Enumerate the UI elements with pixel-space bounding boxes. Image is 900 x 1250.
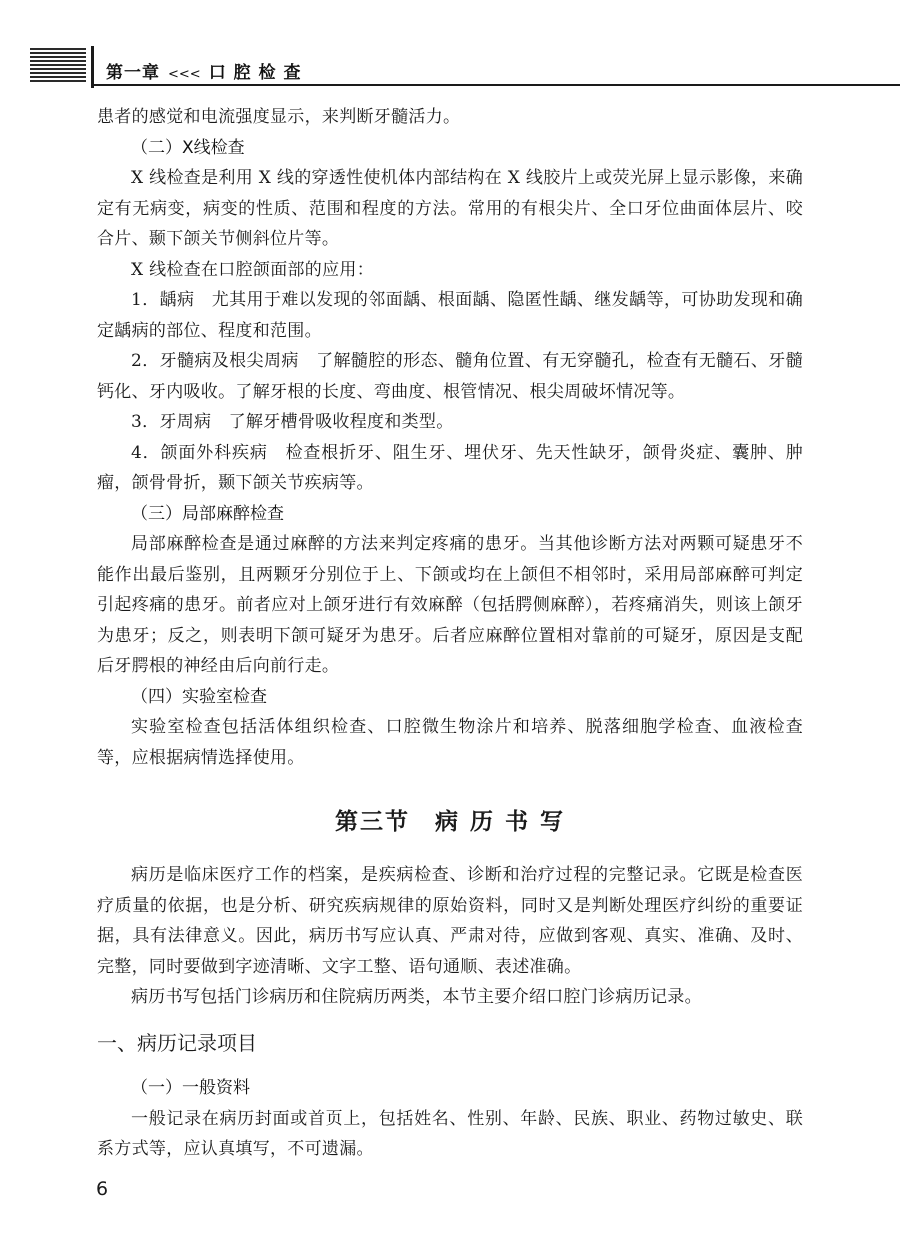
paragraph-laboratory: 实验室检查包括活体组织检查、口腔微生物涂片和培养、脱落细胞学检查、血液检查等，应根据病情选择使用。 [97, 717, 803, 768]
paragraph-xray-applications: X 线检查在口腔颌面部的应用： [131, 259, 375, 280]
page-number: 6 [96, 1178, 109, 1200]
chapter-name: 口 腔 检 查 [208, 63, 302, 83]
heading-general-info: （一）一般资料 [131, 1078, 250, 1098]
paragraph-xray-definition: X 线检查是利用 X 线的穿透性使机体内部结构在 X 线胶片上或荧光屏上显示影像，来确定有无病变，病变的性质、范围和程度的方法。常用的有根尖片、全口牙位曲面体层片、咬合片、颞下颌关节侧斜位片等。 [97, 168, 803, 249]
list-item-periodontal: 3．牙周病 了解牙槽骨吸收程度和类型。 [131, 412, 454, 432]
running-header [0, 0, 900, 100]
paragraph-medical-record-types: 病历书写包括门诊病历和住院病历两类，本节主要介绍口腔门诊病历记录。 [131, 987, 702, 1007]
heading-xray: （二）X线检查 [131, 137, 245, 158]
header-rule [92, 84, 900, 86]
section-examination-content [97, 102, 803, 773]
list-item-pulp-periapical: 2．牙髓病及根尖周病 了解髓腔的形态、髓角位置、有无穿髓孔，检查有无髓石、牙髓钙化、牙内吸收。了解牙根的长度、弯曲度、根管情况、根尖周破坏情况等。 [97, 351, 803, 402]
list-item-maxillofacial: 4．颌面外科疾病 检查根折牙、阻生牙、埋伏牙、先天性缺牙，颌骨炎症、囊肿、肿瘤，颌骨骨折，颞下颌关节疾病等。 [97, 442, 803, 493]
header-stripes-decoration [30, 48, 86, 86]
header-divider-bar [91, 46, 94, 88]
paragraph-medical-record-intro: 病历是临床医疗工作的档案，是疾病检查、诊断和治疗过程的完整记录。它既是检查医疗质量的依据，也是分析、研究疾病规律的原始资料，同时又是判断处理医疗纠纷的重要证据，具有法律意义。因此，病历书写应认真、严肃对待，应做到客观、真实、准确、及时、完整，同时要做到字迹清晰、文字工整、语句通顺、表述准确。 [97, 865, 803, 977]
section-medical-record-content [97, 860, 803, 1013]
header-chapter-title [106, 58, 301, 83]
paragraph-pulp-vitality: 患者的感觉和电流强度显示，来判断牙髓活力。 [97, 107, 461, 127]
chapter-label: 第一章 [106, 63, 160, 83]
paragraph-local-anesthesia: 局部麻醉检查是通过麻醉的方法来判定疼痛的患牙。当其他诊断方法对两颗可疑患牙不能作出最后鉴别，且两颗牙分别位于上、下颌或均在上颌但不相邻时，采用局部麻醉可判定引起疼痛的患牙。前者应对上颌牙进行有效麻醉（包括腭侧麻醉），若疼痛消失，则该上颌牙为患牙；反之，则表明下颌可疑牙为患牙。后者应麻醉位置相对靠前的可疑牙，原因是支配后牙腭根的神经由后向前行走。 [97, 534, 803, 676]
section-title: 第三节 病 历 书 写 [334, 809, 566, 835]
chevron-left-icon: <<< [168, 67, 201, 82]
list-item-caries: 1．龋病 尤其用于难以发现的邻面龋、根面龋、隐匿性龋、继发龋等，可协助发现和确定龋病的部位、程度和范围。 [97, 290, 803, 341]
section-general-info [97, 1073, 803, 1165]
heading-laboratory: （四）实验室检查 [131, 686, 267, 707]
heading-local-anesthesia: （三）局部麻醉检查 [131, 503, 284, 524]
paragraph-general-info: 一般记录在病历封面或首页上，包括姓名、性别、年龄、民族、职业、药物过敏史、联系方式等，应认真填写，不可遗漏。 [97, 1108, 803, 1159]
heading-record-items: 一、病历记录项目 [97, 1031, 257, 1055]
